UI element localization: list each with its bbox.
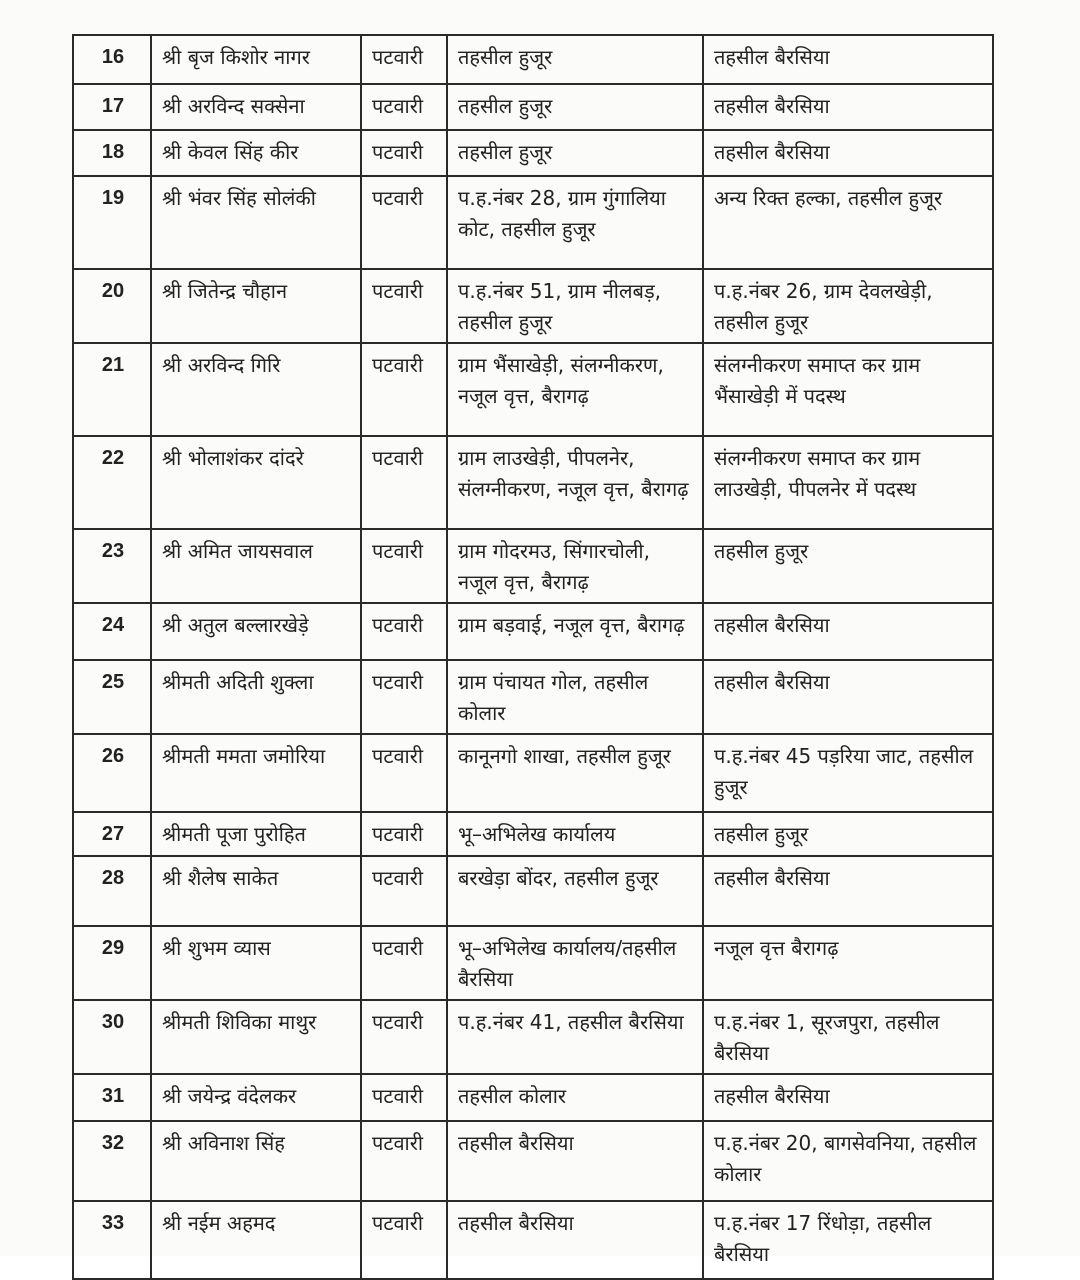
table-row: [73, 1201, 993, 1279]
designation-cell: पटवारी: [361, 812, 447, 856]
employee-name-cell: श्री केवल सिंह कीर: [151, 130, 361, 176]
table-row: [73, 1074, 993, 1121]
designation-cell: पटवारी: [361, 926, 447, 1000]
table-row: [73, 35, 993, 84]
employee-name-cell: श्री अरविन्द गिरि: [151, 343, 361, 436]
serial-number-cell: 27: [73, 812, 151, 856]
employee-name-cell: श्री भंवर सिंह सोलंकी: [151, 176, 361, 269]
current-posting-cell: तहसील बैरसिया: [447, 1201, 703, 1279]
new-posting-cell: तहसील बैरसिया: [703, 660, 993, 734]
serial-number-cell: 33: [73, 1201, 151, 1279]
serial-number-cell: 30: [73, 1000, 151, 1074]
designation-cell: पटवारी: [361, 734, 447, 812]
employee-name-cell: श्री भोलाशंकर दांदरे: [151, 436, 361, 529]
designation-cell: पटवारी: [361, 84, 447, 130]
serial-number-cell: 32: [73, 1121, 151, 1201]
table-row: [73, 84, 993, 130]
new-posting-cell: प.ह.नंबर 17 रिंधोड़ा, तहसील बैरसिया: [703, 1201, 993, 1279]
current-posting-cell: तहसील हुजूर: [447, 130, 703, 176]
designation-cell: पटवारी: [361, 130, 447, 176]
new-posting-cell: तहसील बैरसिया: [703, 856, 993, 926]
new-posting-cell: प.ह.नंबर 20, बागसेवनिया, तहसील कोलार: [703, 1121, 993, 1201]
new-posting-cell: प.ह.नंबर 1, सूरजपुरा, तहसील बैरसिया: [703, 1000, 993, 1074]
current-posting-cell: कानूनगो शाखा, तहसील हुजूर: [447, 734, 703, 812]
table-row: [73, 1121, 993, 1201]
serial-number-cell: 23: [73, 529, 151, 603]
new-posting-cell: प.ह.नंबर 26, ग्राम देवलखेड़ी, तहसील हुजूर: [703, 269, 993, 343]
designation-cell: पटवारी: [361, 660, 447, 734]
current-posting-cell: प.ह.नंबर 28, ग्राम गुंगालिया कोट, तहसील हुजूर: [447, 176, 703, 269]
designation-cell: पटवारी: [361, 1074, 447, 1121]
current-posting-cell: तहसील कोलार: [447, 1074, 703, 1121]
new-posting-cell: संलग्नीकरण समाप्त कर ग्राम लाउखेड़ी, पीपलनेर में पदस्थ: [703, 436, 993, 529]
designation-cell: पटवारी: [361, 603, 447, 660]
employee-name-cell: श्री शुभम व्यास: [151, 926, 361, 1000]
designation-cell: पटवारी: [361, 176, 447, 269]
serial-number-cell: 29: [73, 926, 151, 1000]
current-posting-cell: तहसील हुजूर: [447, 84, 703, 130]
current-posting-cell: ग्राम गोदरमउ, सिंगारचोली, नजूल वृत्त, बैरागढ़: [447, 529, 703, 603]
new-posting-cell: तहसील बैरसिया: [703, 603, 993, 660]
table-row: [73, 1000, 993, 1074]
designation-cell: पटवारी: [361, 1000, 447, 1074]
designation-cell: पटवारी: [361, 343, 447, 436]
designation-cell: पटवारी: [361, 1121, 447, 1201]
serial-number-cell: 22: [73, 436, 151, 529]
current-posting-cell: ग्राम बड़वाई, नजूल वृत्त, बैरागढ़: [447, 603, 703, 660]
serial-number-cell: 31: [73, 1074, 151, 1121]
table-row: [73, 660, 993, 734]
current-posting-cell: तहसील बैरसिया: [447, 1121, 703, 1201]
employee-name-cell: श्री अमित जायसवाल: [151, 529, 361, 603]
new-posting-cell: नजूल वृत्त बैरागढ़: [703, 926, 993, 1000]
current-posting-cell: प.ह.नंबर 41, तहसील बैरसिया: [447, 1000, 703, 1074]
current-posting-cell: भू–अभिलेख कार्यालय: [447, 812, 703, 856]
designation-cell: पटवारी: [361, 529, 447, 603]
serial-number-cell: 16: [73, 35, 151, 84]
designation-cell: पटवारी: [361, 269, 447, 343]
serial-number-cell: 28: [73, 856, 151, 926]
employee-name-cell: श्री नईम अहमद: [151, 1201, 361, 1279]
employee-name-cell: श्रीमती शिविका माथुर: [151, 1000, 361, 1074]
designation-cell: पटवारी: [361, 856, 447, 926]
table-row: [73, 603, 993, 660]
serial-number-cell: 21: [73, 343, 151, 436]
new-posting-cell: संलग्नीकरण समाप्त कर ग्राम भैंसाखेड़ी में पदस्थ: [703, 343, 993, 436]
table-row: [73, 343, 993, 436]
new-posting-cell: तहसील हुजूर: [703, 812, 993, 856]
new-posting-cell: प.ह.नंबर 45 पड़रिया जाट, तहसील हुजूर: [703, 734, 993, 812]
serial-number-cell: 25: [73, 660, 151, 734]
new-posting-cell: तहसील बैरसिया: [703, 35, 993, 84]
new-posting-cell: तहसील हुजूर: [703, 529, 993, 603]
employee-name-cell: श्रीमती अदिती शुक्ला: [151, 660, 361, 734]
serial-number-cell: 20: [73, 269, 151, 343]
employee-name-cell: श्री अतुल बल्लारखेड़े: [151, 603, 361, 660]
current-posting-cell: तहसील हुजूर: [447, 35, 703, 84]
current-posting-cell: भू–अभिलेख कार्यालय/तहसील बैरसिया: [447, 926, 703, 1000]
table-row: [73, 176, 993, 269]
employee-name-cell: श्री जितेन्द्र चौहान: [151, 269, 361, 343]
table-row: [73, 436, 993, 529]
employee-name-cell: श्री शैलेष साकेत: [151, 856, 361, 926]
serial-number-cell: 17: [73, 84, 151, 130]
table-row: [73, 926, 993, 1000]
designation-cell: पटवारी: [361, 436, 447, 529]
current-posting-cell: ग्राम पंचायत गोल, तहसील कोलार: [447, 660, 703, 734]
current-posting-cell: प.ह.नंबर 51, ग्राम नीलबड़, तहसील हुजूर: [447, 269, 703, 343]
table-row: [73, 529, 993, 603]
current-posting-cell: ग्राम लाउखेड़ी, पीपलनेर, संलग्नीकरण, नजूल वृत्त, बैरागढ़: [447, 436, 703, 529]
serial-number-cell: 26: [73, 734, 151, 812]
employee-name-cell: श्री अरविन्द सक्सेना: [151, 84, 361, 130]
employee-name-cell: श्रीमती पूजा पुरोहित: [151, 812, 361, 856]
table-row: [73, 734, 993, 812]
table-body: [73, 35, 993, 1279]
employee-name-cell: श्री जयेन्द्र वंदेलकर: [151, 1074, 361, 1121]
designation-cell: पटवारी: [361, 35, 447, 84]
new-posting-cell: तहसील बैरसिया: [703, 1074, 993, 1121]
table-row: [73, 269, 993, 343]
designation-cell: पटवारी: [361, 1201, 447, 1279]
table-row: [73, 856, 993, 926]
transfer-order-table: [72, 34, 994, 1280]
employee-name-cell: श्री बृज किशोर नागर: [151, 35, 361, 84]
new-posting-cell: तहसील बैरसिया: [703, 84, 993, 130]
serial-number-cell: 19: [73, 176, 151, 269]
table-row: [73, 130, 993, 176]
current-posting-cell: ग्राम भैंसाखेड़ी, संलग्नीकरण, नजूल वृत्त, बैरागढ़: [447, 343, 703, 436]
serial-number-cell: 24: [73, 603, 151, 660]
table-row: [73, 812, 993, 856]
employee-name-cell: श्री अविनाश सिंह: [151, 1121, 361, 1201]
new-posting-cell: अन्य रिक्त हल्का, तहसील हुजूर: [703, 176, 993, 269]
employee-name-cell: श्रीमती ममता जमोरिया: [151, 734, 361, 812]
new-posting-cell: तहसील बैरसिया: [703, 130, 993, 176]
serial-number-cell: 18: [73, 130, 151, 176]
current-posting-cell: बरखेड़ा बोंदर, तहसील हुजूर: [447, 856, 703, 926]
